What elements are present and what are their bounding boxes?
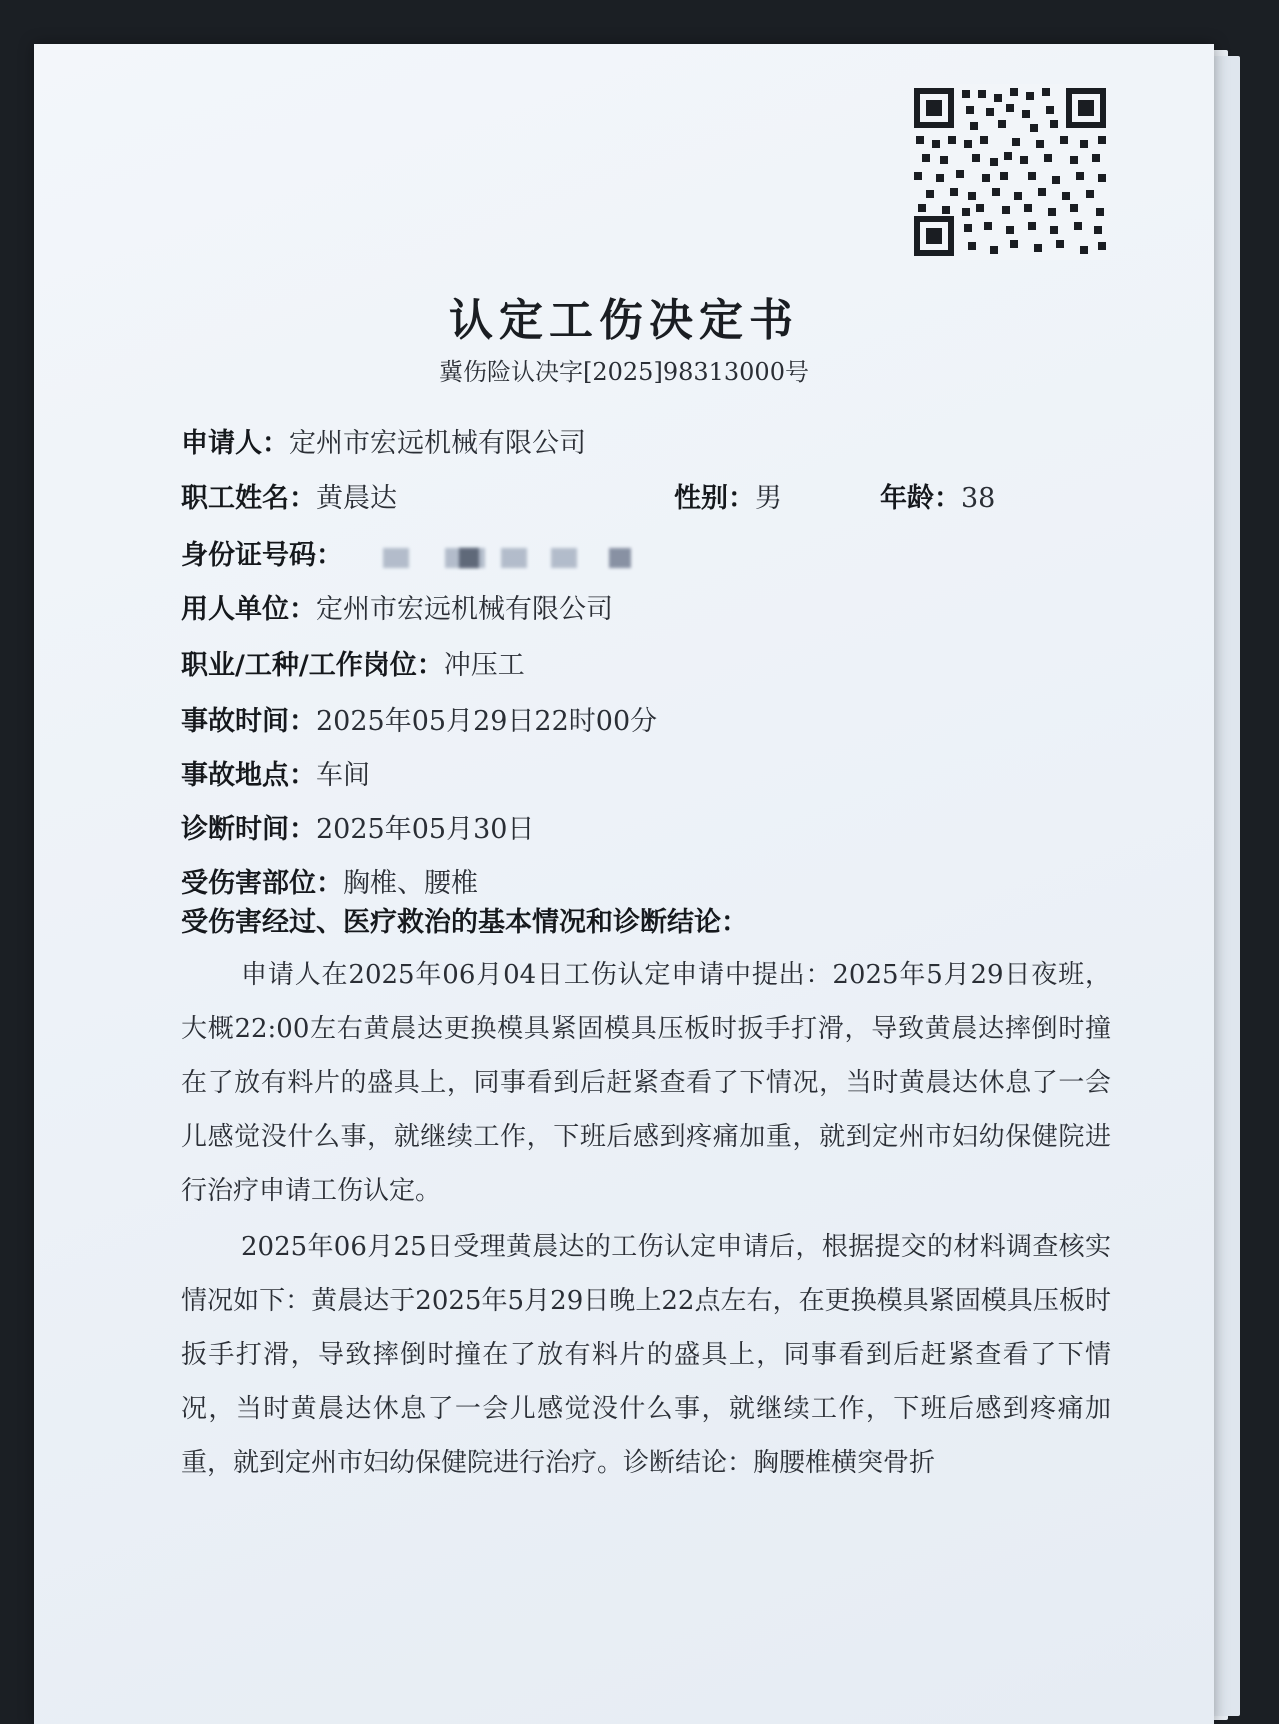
document-title: 认定工伤决定书: [449, 295, 799, 346]
accident-time-value: 2025年05月29日22时00分: [316, 706, 658, 737]
employer-value: 定州市宏远机械有限公司: [316, 594, 613, 625]
age-label: 年龄：: [880, 483, 961, 514]
id-row: [181, 538, 643, 574]
section-heading: 受伤害经过、医疗救治的基本情况和诊断结论：: [181, 907, 748, 938]
age-value: 38: [961, 483, 996, 514]
accident-time-row: [181, 704, 657, 740]
employer-row: [181, 592, 613, 628]
paragraph-applicant-statement: 申请人在2025年06月04日工伤认定申请中提出：2025年5月29日夜班，大概22:00左右黄晨达更换模具紧固模具压板时扳手打滑，导致黄晨达摔倒时撞在了放有料片的盛具上，同事看到后赶紧查看了下情况，当时黄晨达休息了一会儿感觉没什么事，就继续工作，下班后感到疼痛加重，就到定州市妇幼保健院进行治疗申请工伤认定。: [181, 960, 1111, 1206]
document-number: 冀伤险认决字[2025]98313000号: [439, 358, 809, 386]
accident-place-label: 事故地点：: [181, 760, 316, 791]
occupation-row: [181, 648, 525, 684]
worker-name-value: 黄晨达: [316, 483, 397, 514]
id-label: 身份证号码：: [181, 540, 343, 571]
applicant-row: [181, 426, 586, 462]
gender-label: 性别：: [674, 483, 755, 514]
occupation-label: 职业/工种/工作岗位：: [181, 650, 444, 681]
employer-label: 用人单位：: [181, 594, 316, 625]
applicant-label: 申请人：: [181, 428, 289, 459]
accident-place-value: 车间: [316, 760, 370, 791]
qr-code-icon: [910, 84, 1110, 260]
worker-name-label: 职工姓名：: [181, 483, 316, 514]
redacted-id-number: [383, 542, 643, 572]
injury-part-row: [181, 866, 478, 902]
diagnosis-time-label: 诊断时间：: [181, 814, 316, 845]
worker-row: [181, 481, 397, 517]
accident-place-row: [181, 758, 370, 794]
diagnosis-time-row: [181, 812, 534, 848]
document-page: [34, 44, 1214, 1724]
accident-time-label: 事故时间：: [181, 706, 316, 737]
occupation-value: 冲压工: [443, 650, 525, 681]
applicant-value: 定州市宏远机械有限公司: [289, 428, 586, 459]
injury-part-value: 胸椎、腰椎: [343, 868, 478, 899]
gender-row: [674, 481, 782, 517]
gender-value: 男: [755, 483, 782, 514]
age-row: [880, 481, 995, 517]
diagnosis-time-value: 2025年05月30日: [316, 814, 535, 845]
injury-part-label: 受伤害部位：: [181, 868, 343, 899]
paragraph-investigation: 2025年06月25日受理黄晨达的工伤认定申请后，根据提交的材料调查核实情况如下：黄晨达于2025年5月29日晚上22点左右，在更换模具紧固模具压板时扳手打滑，导致摔倒时撞在了放有料片的盛具上，同事看到后赶紧查看了下情况，当时黄晨达休息了一会儿感觉没什么事，就继续工作，下班后感到疼痛加重，就到定州市妇幼保健院进行治疗。诊断结论：胸腰椎横突骨折: [181, 1232, 1111, 1478]
